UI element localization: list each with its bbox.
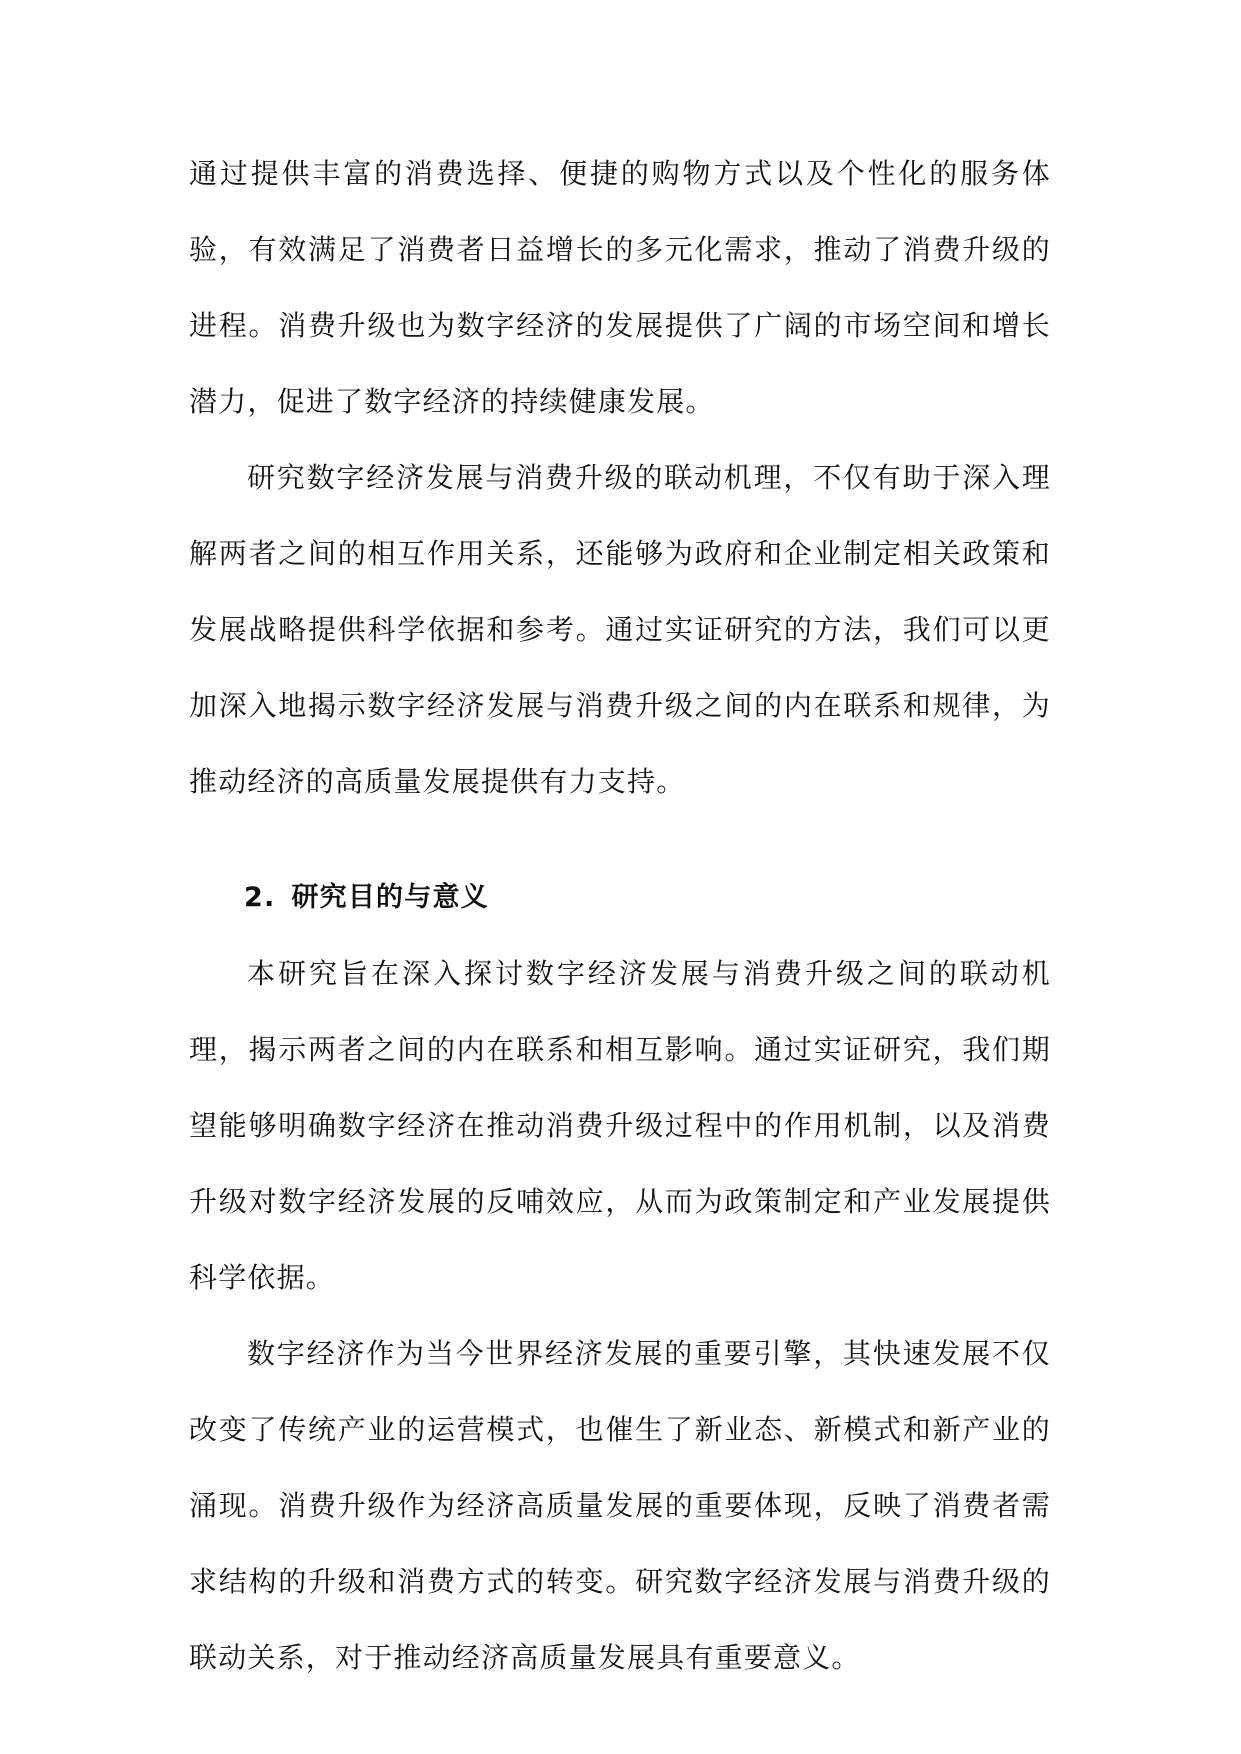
document-body <box>189 136 1051 1696</box>
paragraph-research-significance: 数字经济作为当今世界经济发展的重要引擎，其快速发展不仅改变了传统产业的运营模式，也催生了新业态、新模式和新产业的涌现。消费升级作为经济高质量发展的重要体现，反映了消费者需求结构的升级和消费方式的转变。研究数字经济发展与消费升级的联动关系，对于推动经济高质量发展具有重要意义。 <box>189 1337 1051 1674</box>
paragraph-research-mechanism: 研究数字经济发展与消费升级的联动机理，不仅有助于深入理解两者之间的相互作用关系，还能够为政府和企业制定相关政策和发展战略提供科学依据和参考。通过实证研究的方法，我们可以更加深入地揭示数字经济发展与消费升级之间的内在联系和规律，为推动经济的高质量发展提供有力支持。 <box>189 461 1051 798</box>
section-spacer <box>189 820 1051 860</box>
paragraph-consumption-options: 通过提供丰富的消费选择、便捷的购物方式以及个性化的服务体验，有效满足了消费者日益增长的多元化需求，推动了消费升级的进程。消费升级也为数字经济的发展提供了广阔的市场空间和增长潜力，促进了数字经济的持续健康发展。 <box>189 157 1051 418</box>
paragraph-research-purpose: 本研究旨在深入探讨数字经济发展与消费升级之间的联动机理，揭示两者之间的内在联系和相互影响。通过实证研究，我们期望能够明确数字经济在推动消费升级过程中的作用机制，以及消费升级对数字经济发展的反哺效应，从而为政策制定和产业发展提供科学依据。 <box>189 957 1051 1294</box>
section-heading <box>189 860 1051 936</box>
section-number: 2. <box>244 882 276 913</box>
section-title: 研究目的与意义 <box>291 882 489 913</box>
